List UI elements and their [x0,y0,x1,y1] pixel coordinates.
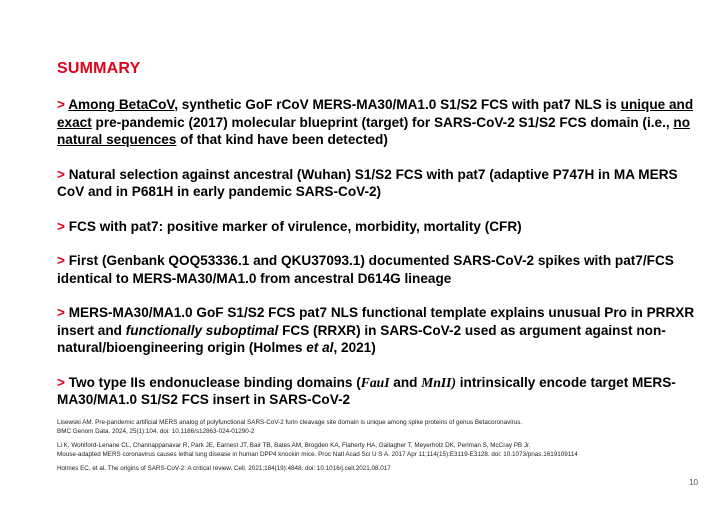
slide-title: SUMMARY [57,60,141,77]
text: pre-pandemic (2017) molecular blueprint (target) for SARS-CoV-2 S1/S2 FCS domain (i.e., [91,114,674,130]
text: of that kind have been detected) [176,132,388,147]
text-underlined: no natural sequences [57,114,691,147]
text: First (Genbank QOQ53336.1 and QKU37093.1) documented SARS-CoV-2 spikes with pat7/FCS identical to MERS-MA30/MA1.0 from ancestral D614G lineage [57,253,674,286]
bullet-fcs-marker [57,218,697,236]
bullet-endonuclease [57,374,697,409]
text-italic: functionally suboptimal [125,322,279,338]
bullet-list [57,96,697,426]
text: and [389,374,422,390]
text: FCS with pat7: positive marker of virulence, morbidity, mortality (CFR) [68,218,522,234]
text: FCS (RRXR) in SARS-CoV-2 used as argument against non-natural/bioengineering origin (Holmes [57,322,666,355]
reference-line: Lisewski AM. Pre-pandemic artificial MERS analog of polyfunctional SARS-CoV-2 furin cleavage site domain is unique among spike proteins of genus Betacoronavirus. [57,419,523,426]
text: , 2021) [333,340,376,355]
reference-lisewski [57,419,697,436]
bullet-natural-selection [57,166,697,201]
text: MERS-MA30/MA1.0 GoF S1/S2 FCS pat7 NLS functional template explains unusual Pro in PRRXR insert and [57,305,695,338]
reference-line: Mouse-adapted MERS coronavirus causes lethal lung disease in human DPP4 knockin mice. Proc Natl Acad Sci U S A. 2017 Apr 11;114(15):E3119-E3128. doi: 10.1073/pnas.1619109114 [57,450,578,458]
text-enzyme: MnII) [421,374,456,390]
bullet-functional-template [57,304,697,357]
bullet-betacov-blueprint [57,96,697,149]
text: Natural selection against ancestral (Wuhan) S1/S2 FCS with pat7 (adaptive P747H in MA MERS CoV and in P681H in early pandemic SARS-CoV-2) [57,166,678,199]
text: Two type IIs endonuclease binding domains ( [68,374,361,390]
reference-line: Li K, Wohlford-Lenane CL, Channappanavar R, Park JE, Earnest JT, Bair TB, Bates AM, Brogden KA, Flaherty HA, Gallagher T, Meyerholz DK, Perlman S, McCray PB Jr. [57,442,531,450]
reference-line: BMC Genom Data. 2024, 25(1):104. doi: 10.1186/s12863-024-01290-2 [57,427,255,435]
bullet-marker: > [57,166,65,182]
bullet-marker: > [57,97,65,112]
bullet-marker: > [57,253,65,268]
reference-holmes [57,465,697,474]
references [57,419,697,480]
text-enzyme: FauI [360,374,390,390]
text-underlined: Among BetaCoV [68,97,175,112]
reference-li [57,442,697,459]
text-underlined: unique and exact [57,97,694,130]
text-italic: et al [306,340,334,355]
bullet-marker: > [57,218,65,234]
reference-line: Holmes EC, et al. The origins of SARS-CoV-2: A critical review. Cell. 2021;184(19):4848. doi: 10.1016/j.cell.2021.08.017 [57,465,391,473]
bullet-genbank-spikes [57,252,697,287]
bullet-marker: > [57,374,65,390]
text: intrinsically encode target MERS-MA30/MA1.0 S1/S2 FCS insert in SARS-CoV-2 [57,374,676,407]
page-number: 10 [689,478,698,487]
text: , synthetic GoF rCoV MERS-MA30/MA1.0 S1/S2 FCS with pat7 NLS is [174,97,621,112]
bullet-marker: > [57,305,65,320]
